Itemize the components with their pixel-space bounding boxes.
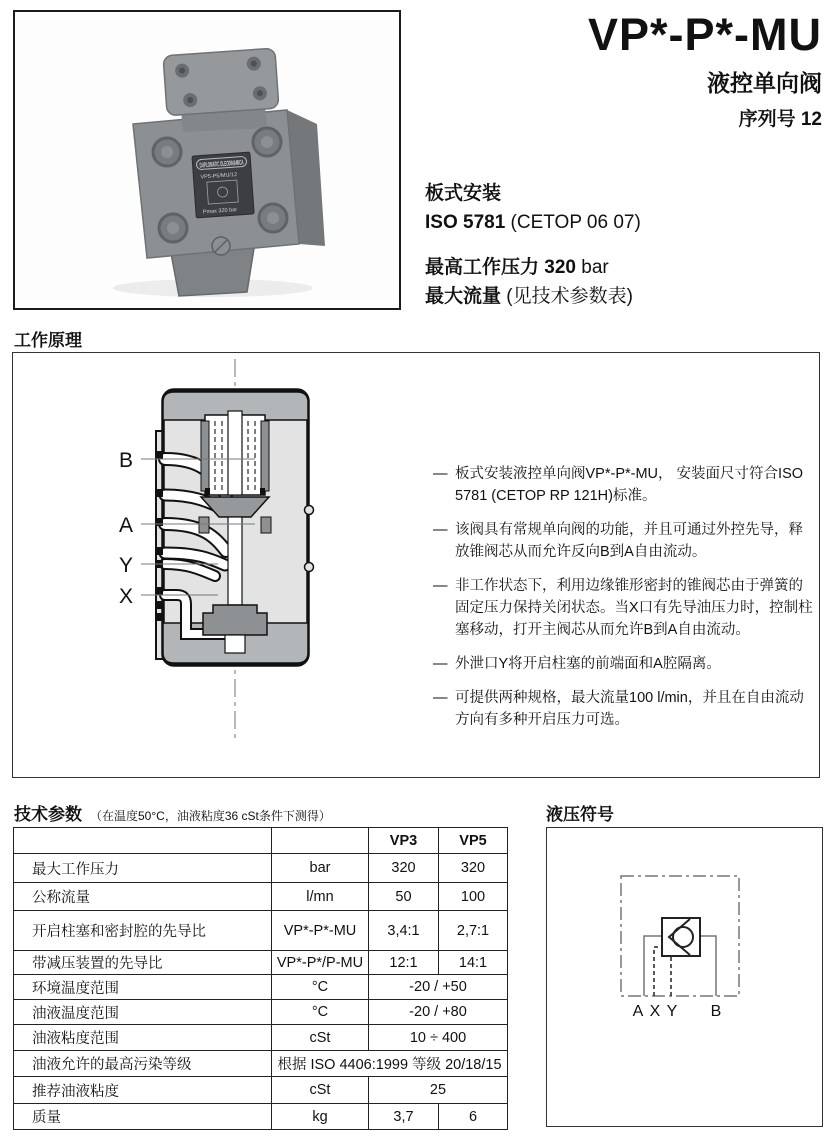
param-value-vp5: 6 bbox=[439, 1104, 508, 1130]
series-number: 序列号 12 bbox=[738, 109, 822, 130]
table-row bbox=[14, 1104, 508, 1130]
col-header-vp3: VP3 bbox=[369, 828, 439, 854]
symbol-port-a-label: A bbox=[632, 1003, 644, 1020]
tech-params-note: （在温度50°C，油液粘度36 cSt条件下测得） bbox=[90, 809, 331, 823]
diagram-port-y-label: Y bbox=[119, 554, 134, 577]
tech-params-table bbox=[13, 827, 508, 1130]
valve-stem bbox=[228, 517, 242, 605]
param-unit: VP*-P*-MU bbox=[272, 911, 369, 951]
list-item: — 可提供两种规格，最大流量100 l/min，并且在自由流动方向有多种开启压力可选。 bbox=[433, 690, 804, 729]
param-value-vp5: 320 bbox=[439, 854, 508, 883]
hydraulic-symbol-diagram bbox=[547, 828, 822, 1126]
page-subtitle: 液控单向阀 bbox=[707, 70, 822, 96]
nameplate-model: VP5-P5/MU/12 bbox=[200, 172, 238, 181]
valve-drain-plug bbox=[212, 237, 230, 255]
table-header-row bbox=[14, 828, 508, 854]
table-row bbox=[14, 911, 508, 951]
nameplate-pmax: Pmax 320 bar bbox=[202, 207, 238, 216]
param-label: 油液粘度范围 bbox=[14, 1025, 272, 1051]
valve-nameplate bbox=[192, 152, 254, 218]
table-row bbox=[14, 883, 508, 911]
table-row bbox=[14, 1000, 508, 1025]
spring-cartridge bbox=[201, 411, 269, 495]
symbol-port-x-label: X bbox=[649, 1003, 661, 1020]
param-label: 推荐油液粘度 bbox=[14, 1077, 272, 1104]
param-unit: cSt bbox=[272, 1025, 369, 1051]
pilot-piston bbox=[203, 605, 267, 635]
iso-standard: ISO 5781 (CETOP 06 07) bbox=[425, 212, 641, 233]
param-value-vp3: 12:1 bbox=[369, 951, 439, 975]
spec-summary bbox=[425, 184, 641, 316]
param-label: 最大工作压力 bbox=[14, 854, 272, 883]
param-label: 质量 bbox=[14, 1104, 272, 1130]
pilot-line-x bbox=[654, 947, 662, 996]
page-title: VP*-P*-MU bbox=[587, 9, 822, 60]
param-value-span: -20 / +80 bbox=[369, 1000, 508, 1025]
param-unit: kg bbox=[272, 1104, 369, 1130]
list-item: — 该阀具有常规单向阀的功能，并且可通过外控先导，释放锥阀芯从而允许反向B到A自由流动。 bbox=[433, 522, 803, 561]
table-row bbox=[14, 975, 508, 1000]
list-item: — 外泄口Y将开启柱塞的前端面和A腔隔离。 bbox=[433, 656, 721, 673]
hydraulic-symbol-box bbox=[546, 827, 823, 1127]
param-value-fullspan: 根据 ISO 4406:1999 等级 20/18/15 bbox=[272, 1051, 508, 1077]
table-row bbox=[14, 1025, 508, 1051]
param-unit: l/mn bbox=[272, 883, 369, 911]
param-unit: °C bbox=[272, 1000, 369, 1025]
valve-top-flange bbox=[163, 48, 279, 116]
param-unit: VP*-P*/P-MU bbox=[272, 951, 369, 975]
cross-section-illustration bbox=[113, 355, 423, 745]
col-header-vp5: VP5 bbox=[439, 828, 508, 854]
mounting-type: 板式安装 bbox=[425, 183, 502, 204]
max-pressure: 最高工作压力 320 bar bbox=[425, 257, 609, 278]
list-item: — 板式安装液控单向阀VP*-P*-MU， 安装面尺寸符合ISO 5781 (CETOP RP 121H)标准。 bbox=[433, 466, 804, 505]
product-photo bbox=[13, 10, 401, 310]
max-flow: 最大流量 (见技术参数表) bbox=[425, 286, 633, 307]
param-value-vp5: 100 bbox=[439, 883, 508, 911]
param-label: 油液温度范围 bbox=[14, 1000, 272, 1025]
param-value-span: -20 / +50 bbox=[369, 975, 508, 1000]
title-block bbox=[587, 9, 822, 131]
table-row bbox=[14, 854, 508, 883]
working-principle-notes bbox=[433, 463, 815, 743]
param-unit: cSt bbox=[272, 1077, 369, 1104]
param-value-vp5: 2,7:1 bbox=[439, 911, 508, 951]
param-value-span: 25 bbox=[369, 1077, 508, 1104]
list-item: — 非工作状态下，利用边缘锥形密封的锥阀芯由于弹簧的固定压力保持关闭状态。当X口有先导油压力时，控制柱塞移动，打开主阀芯从而允许B到A自由流动。 bbox=[433, 578, 813, 639]
param-value-span: 10 ÷ 400 bbox=[369, 1025, 508, 1051]
valve-photo-illustration bbox=[15, 12, 399, 308]
symbol-port-b-label: B bbox=[710, 1003, 722, 1020]
param-label: 环境温度范围 bbox=[14, 975, 272, 1000]
param-unit: °C bbox=[272, 975, 369, 1000]
param-label: 带减压装置的先导比 bbox=[14, 951, 272, 975]
param-label: 油液允许的最高污染等级 bbox=[14, 1051, 272, 1077]
table-row bbox=[14, 951, 508, 975]
param-value-vp3: 50 bbox=[369, 883, 439, 911]
working-principle-box bbox=[12, 352, 820, 778]
working-principle-heading: 工作原理 bbox=[14, 331, 82, 350]
table-row bbox=[14, 1051, 508, 1077]
diagram-port-a-label: A bbox=[119, 514, 134, 537]
hydraulic-symbol-heading: 液压符号 bbox=[546, 805, 614, 824]
symbol-port-y-label: Y bbox=[666, 1003, 678, 1020]
diagram-port-x-label: X bbox=[119, 585, 134, 608]
param-value-vp3: 3,4:1 bbox=[369, 911, 439, 951]
valve-cross-section bbox=[113, 355, 423, 745]
table-row bbox=[14, 1077, 508, 1104]
param-value-vp3: 320 bbox=[369, 854, 439, 883]
param-label: 公称流量 bbox=[14, 883, 272, 911]
param-value-vp3: 3,7 bbox=[369, 1104, 439, 1130]
tech-params-heading: 技术参数 （在温度50°C，油液粘度36 cSt条件下测得） bbox=[14, 805, 331, 824]
diagram-port-b-label: B bbox=[119, 449, 134, 472]
param-label: 开启柱塞和密封腔的先导比 bbox=[14, 911, 272, 951]
param-unit: bar bbox=[272, 854, 369, 883]
param-value-vp5: 14:1 bbox=[439, 951, 508, 975]
